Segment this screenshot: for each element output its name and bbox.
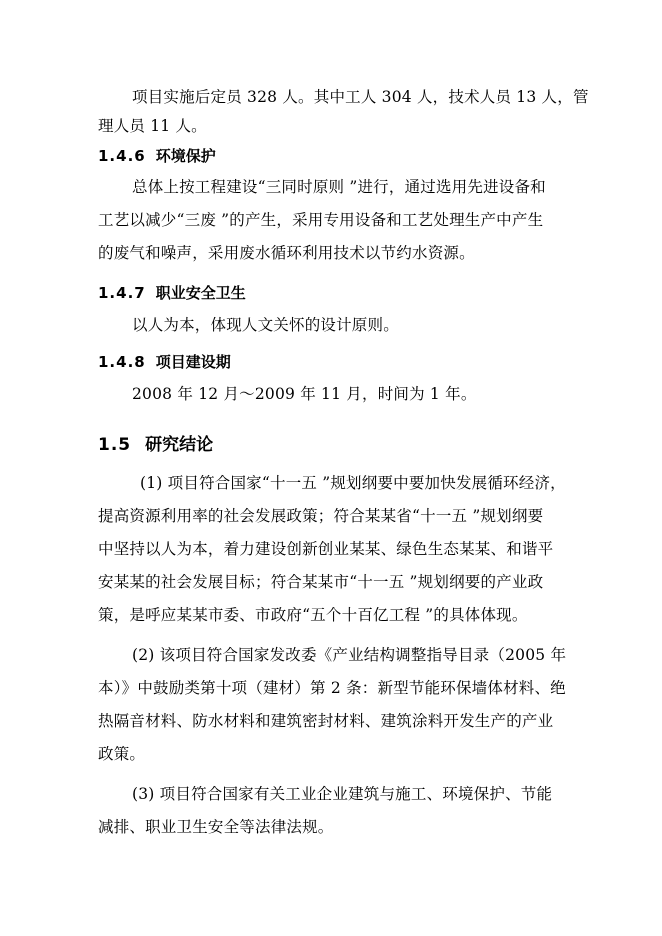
section-title: 研究结论 (145, 435, 214, 455)
environment-line-3: 的废气和噪声，采用废水循环利用技术以节约水资源。 (98, 244, 475, 262)
section-title: 环境保护 (155, 147, 216, 165)
conclusion-item-2-line-1: (2) 该项目符合国家发改委《产业结构调整指导目录（2005 年 (132, 646, 567, 664)
period-line-1: 2008 年 12 月～2009 年 11 月，时间为 1 年。 (132, 385, 477, 403)
conclusion-item-1-line-5: 策，是呼应某某市委、市政府“五个十百亿工程 ”的具体体现。 (98, 606, 528, 624)
environment-line-2: 工艺以减少“三废 ”的产生，采用专用设备和工艺处理生产中产生 (98, 211, 544, 229)
conclusion-item-3-line-1: (3) 项目符合国家有关工业企业建筑与施工、环境保护、节能 (132, 785, 553, 803)
conclusion-item-2-line-2: 本）》中鼓励类第十项（建材）第 2 条：新型节能环保墙体材料、绝 (98, 679, 566, 697)
conclusion-item-2-line-4: 政策。 (98, 745, 146, 763)
section-heading-conclusion (98, 435, 213, 455)
conclusion-item-1-line-4: 安某某的社会发展目标；符合某某市“十一五 ”规划纲要的产业政 (98, 573, 544, 591)
conclusion-item-3-line-2: 减排、职业卫生安全等法律法规。 (98, 818, 334, 836)
conclusion-item-1-line-2: 提高资源利用率的社会发展政策；符合某某省“十一五 ”规划纲要 (98, 507, 544, 525)
conclusion-item-1-line-1: (1) 项目符合国家“十一五 ”规划纲要中要加快发展循环经济， (140, 474, 566, 492)
section-heading-safety (98, 283, 246, 303)
staffing-line-1: 项目实施后定员 328 人。其中工人 304 人，技术人员 13 人，管 (132, 88, 589, 106)
safety-line-1: 以人为本，体现人文关怀的设计原则。 (132, 316, 399, 334)
conclusion-item-2-line-3: 热隔音材料、防水材料和建筑密封材料、建筑涂料开发生产的产业 (98, 712, 554, 730)
section-title: 项目建设期 (155, 353, 231, 371)
conclusion-item-1-line-3: 中坚持以人为本，着力建设创新创业某某、绿色生态某某、和谐平 (98, 540, 554, 558)
section-heading-environment (98, 146, 216, 166)
section-number: 1.4.8 (98, 353, 146, 371)
section-number: 1.4.7 (98, 284, 146, 302)
section-title: 职业安全卫生 (155, 284, 246, 302)
section-heading-period (98, 352, 231, 372)
section-number: 1.4.6 (98, 147, 146, 165)
section-number: 1.5 (98, 435, 132, 455)
environment-line-1: 总体上按工程建设“三同时原则 ”进行，通过选用先进设备和 (132, 178, 546, 196)
staffing-line-2: 理人员 11 人。 (98, 117, 207, 135)
